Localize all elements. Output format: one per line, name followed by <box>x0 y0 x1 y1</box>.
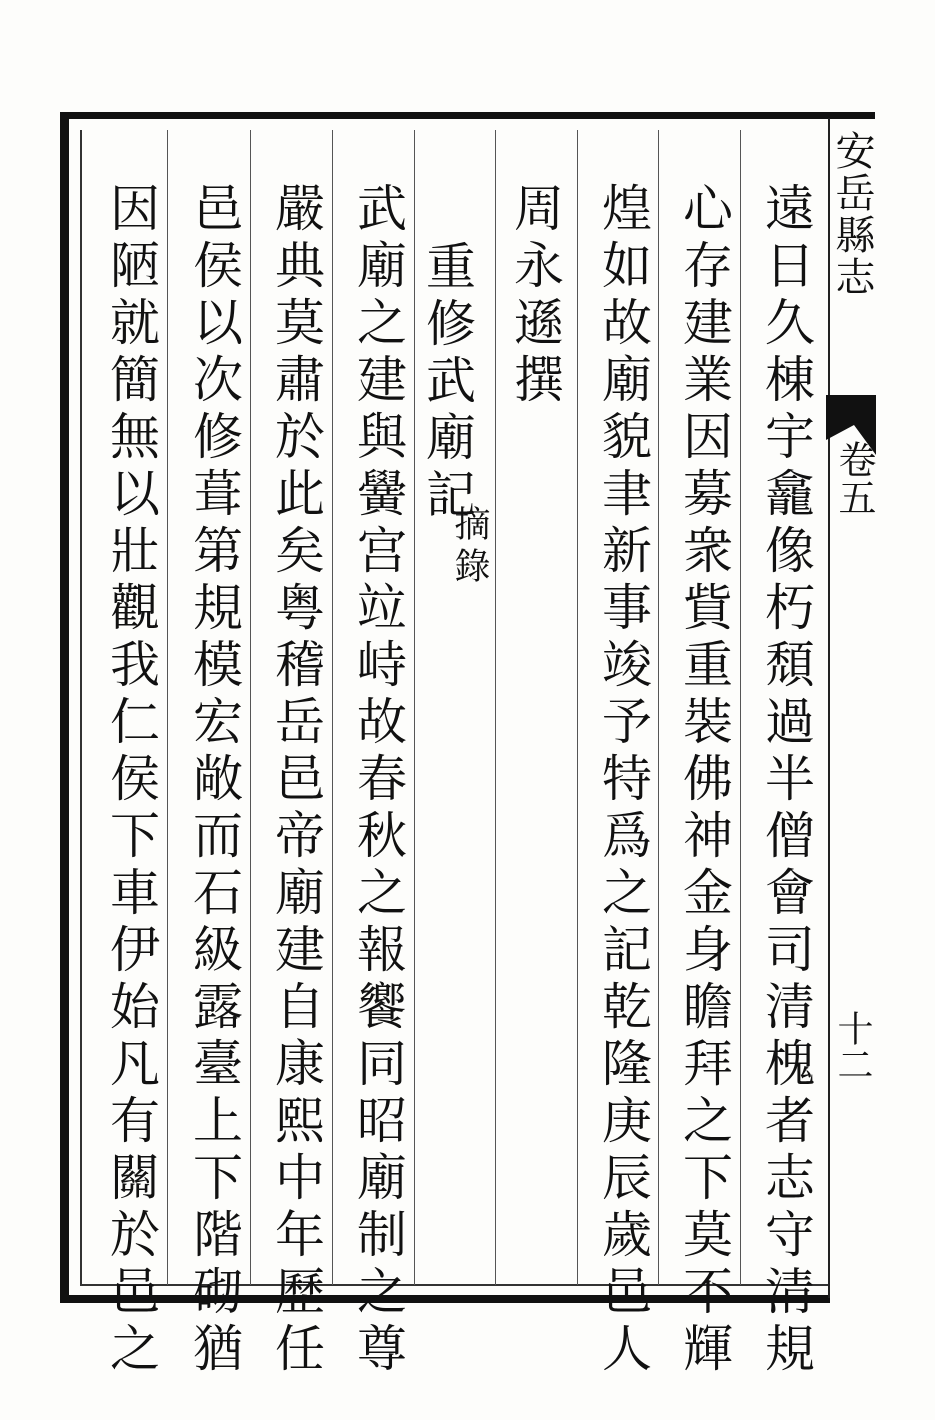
text-column: 武廟之建與黌宫竝峙故春秋之報饗同昭廟制之尊 <box>349 182 407 1379</box>
excerpt-note: 摘錄 <box>449 505 490 589</box>
essay-title: 重修武廟記 <box>418 240 476 525</box>
frame-top-border <box>60 112 875 119</box>
text-column: 邑侯以次修葺第規模宏敞而石級露臺上下階砌猶 <box>185 182 243 1379</box>
text-column: 煌如故廟貌聿新事竣予特爲之記乾隆庚辰歲邑人 <box>594 182 652 1379</box>
margin-volume-number: 卷五 <box>832 440 876 516</box>
column-rule <box>250 130 251 1285</box>
text-column: 遠日久棟宇龕像朽頹過半僧會司清槐者志守清規 <box>757 182 815 1379</box>
margin-book-title: 安岳縣志 <box>829 130 875 298</box>
frame-left-border <box>60 112 69 1302</box>
text-column: 因陋就簡無以壯觀我仁侯下車伊始凡有關於邑之 <box>102 182 160 1379</box>
column-rule <box>577 130 578 1285</box>
column-rule <box>167 130 168 1285</box>
author-column: 周永遜撰 <box>506 182 564 410</box>
margin-page-number: 十二 <box>832 1010 873 1082</box>
column-rule <box>332 130 333 1285</box>
column-rule <box>495 130 496 1285</box>
text-column: 心存建業因募衆貲重裝佛神金身瞻拜之下莫不輝 <box>675 182 733 1379</box>
column-rule <box>658 130 659 1285</box>
text-column: 嚴典莫肅於此矣粤稽岳邑帝廟建自康熙中年歷任 <box>267 182 325 1379</box>
column-rule <box>740 130 741 1285</box>
frame-inner-left-rule <box>80 130 82 1285</box>
